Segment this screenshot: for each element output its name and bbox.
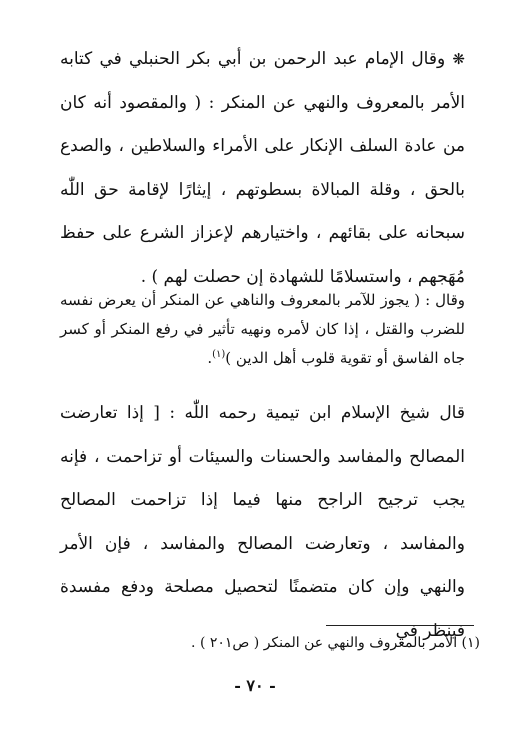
paragraph-3 [60, 392, 465, 653]
footnote: (١) الأمر بالمعروف والنهي عن المنكر ( ص٢٠١ ) . [191, 635, 480, 651]
paragraph-1-text: وقال الإمام عبد الرحمن بن أبي بكر الحنبلي في كتابه الأمر بالمعروف والنهي عن المنكر : ( والمقصود أنه كان من عادة السلف الإنكار على الأمراء والسلاطين ، والصدع بالحق ، وقلة المبالاة بسطوتهم ، إيثارًا لإقامة حق اللّٰه سبحانه على بقائهم ، واختيارهم لإعزاز الشرع على حفظ مُهَجهم ، واستسلامًا للشهادة إن حصلت لهم ) . [60, 49, 465, 287]
paragraph-1 [60, 38, 465, 299]
footnote-reference: (١) [212, 349, 226, 360]
paragraph-2 [60, 286, 465, 373]
paragraph-1-text-line [60, 38, 465, 299]
bullet-flower-icon: ❋ [452, 50, 465, 68]
paragraph-2-text-line [60, 286, 465, 373]
paragraph-2-end: . [207, 349, 213, 367]
paragraph-3-text: قال شيخ الإسلام ابن تيمية رحمه اللّٰه : [ إذا تعارضت المصالح والمفاسد والحسنات والسيئات أو تزاحمت ، فإنه يجب ترجيح الراجح منها فيما إذا تزاحمت المصالح والمفاسد ، وتعارضت المصالح والمفاسد ، فإن الأمر والنهي وإن كان متضمنًا لتحصيل مصلحة ودفع مفسدة فينظر في [60, 403, 465, 641]
paragraph-2-text: وقال : ( يجوز للآمر بالمعروف والناهي عن المنكر أن يعرض نفسه للضرب والقتل ، إذا كان لأمره ونهيه تأثير في رفع المنكر أو كسر جاه الفاسق أو تقوية قلوب أهل الدين ) [60, 291, 465, 367]
page-number: - ٧٠ - [234, 676, 276, 695]
footnote-divider [326, 625, 474, 626]
